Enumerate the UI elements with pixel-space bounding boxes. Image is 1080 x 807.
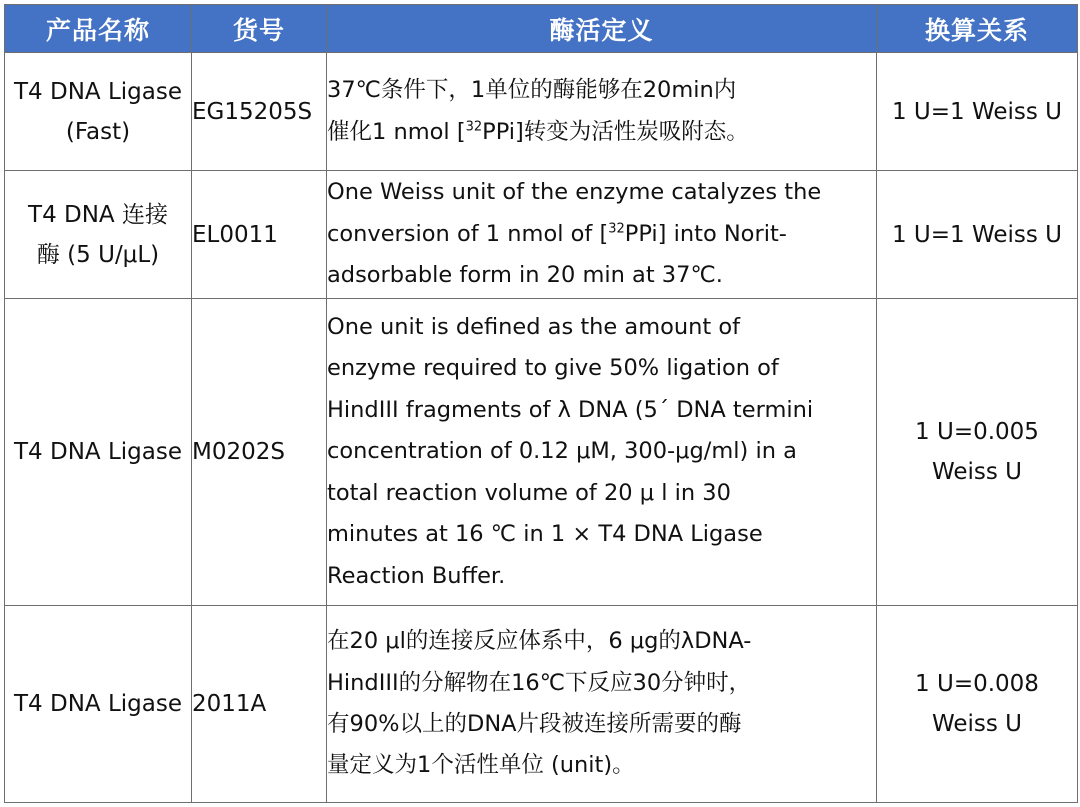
product-name-line: 酶 (5 U/μL) — [36, 241, 160, 268]
superscript: 32 — [465, 119, 483, 134]
catalog-number-cell: EL0011 — [192, 171, 327, 299]
header-product-name: 产品名称 — [5, 5, 192, 53]
product-name-line: T4 DNA 连接 — [28, 201, 168, 228]
product-name-cell — [5, 171, 192, 299]
catalog-number-cell: M0202S — [192, 299, 327, 606]
header-catalog-number: 货号 — [192, 5, 327, 53]
product-name-line: T4 DNA Ligase — [14, 691, 182, 717]
conversion-cell — [877, 299, 1078, 606]
header-activity-definition: 酶活定义 — [327, 5, 877, 53]
definition-line: 量定义为1个活性单位 (unit)。 — [327, 752, 635, 779]
definition-line: enzyme required to give 50% ligation of — [327, 355, 779, 382]
header-conversion: 换算关系 — [877, 5, 1078, 53]
conversion-line: 1 U=1 Weiss U — [891, 221, 1063, 248]
definition-line: minutes at 16 ℃ in 1 × T4 DNA Ligase — [327, 521, 763, 548]
definition-line: 在20 μl的连接反应体系中，6 μg的λDNA- — [327, 628, 752, 655]
definition-line: HindIII fragments of λ DNA (5´ DNA termini — [327, 396, 814, 423]
activity-definition-cell — [327, 606, 877, 803]
definition-line: Reaction Buffer. — [327, 562, 506, 589]
conversion-line: Weiss U — [931, 459, 1023, 485]
enzyme-activity-table — [4, 4, 1078, 803]
product-name-line: T4 DNA Ligase — [14, 78, 182, 105]
table-row — [5, 53, 1078, 171]
activity-definition-cell — [327, 53, 877, 171]
definition-line: conversion of 1 nmol of [$^{32}$PPi] into Norit- — [327, 220, 787, 247]
catalog-number-cell: 2011A — [192, 606, 327, 803]
definition-line: adsorbable form in 20 min at 37℃. — [327, 262, 723, 289]
definition-line: 37℃条件下，1单位的酶能够在20min内 — [327, 77, 737, 104]
definition-line: HindIII的分解物在16℃下反应30分钟时， — [327, 669, 752, 696]
activity-definition-cell — [327, 299, 877, 606]
table-row — [5, 171, 1078, 299]
product-name-cell — [5, 53, 192, 171]
header-row — [5, 5, 1078, 53]
definition-line: 催化1 nmol [$^{32}$PPi]转变为活性炭吸附态。 — [327, 118, 749, 145]
product-name-line: (Fast) — [65, 118, 131, 145]
product-name-cell — [5, 299, 192, 606]
conversion-line: 1 U=0.008 — [915, 671, 1039, 697]
definition-line: One unit is defined as the amount of — [327, 314, 741, 341]
definition-line: 有90%以上的DNA片段被连接所需要的酶 — [327, 711, 742, 737]
table-row — [5, 299, 1078, 606]
conversion-line: Weiss U — [931, 711, 1023, 737]
table-row — [5, 606, 1078, 803]
product-name-cell — [5, 606, 192, 803]
conversion-cell — [877, 171, 1078, 299]
definition-line: One Weiss unit of the enzyme catalyzes the — [327, 179, 822, 206]
conversion-line: 1 U=0.005 — [915, 419, 1039, 445]
product-name-line: T4 DNA Ligase — [14, 439, 182, 465]
conversion-line: 1 U=1 Weiss U — [891, 98, 1063, 125]
conversion-cell — [877, 606, 1078, 803]
superscript: 32 — [608, 221, 625, 237]
catalog-number-cell: EG15205S — [192, 53, 327, 171]
definition-line: total reaction volume of 20 μ l in 30 — [327, 479, 731, 506]
conversion-cell — [877, 53, 1078, 171]
activity-definition-cell — [327, 171, 877, 299]
definition-line: concentration of 0.12 μM, 300-μg/ml) in a — [327, 438, 797, 465]
